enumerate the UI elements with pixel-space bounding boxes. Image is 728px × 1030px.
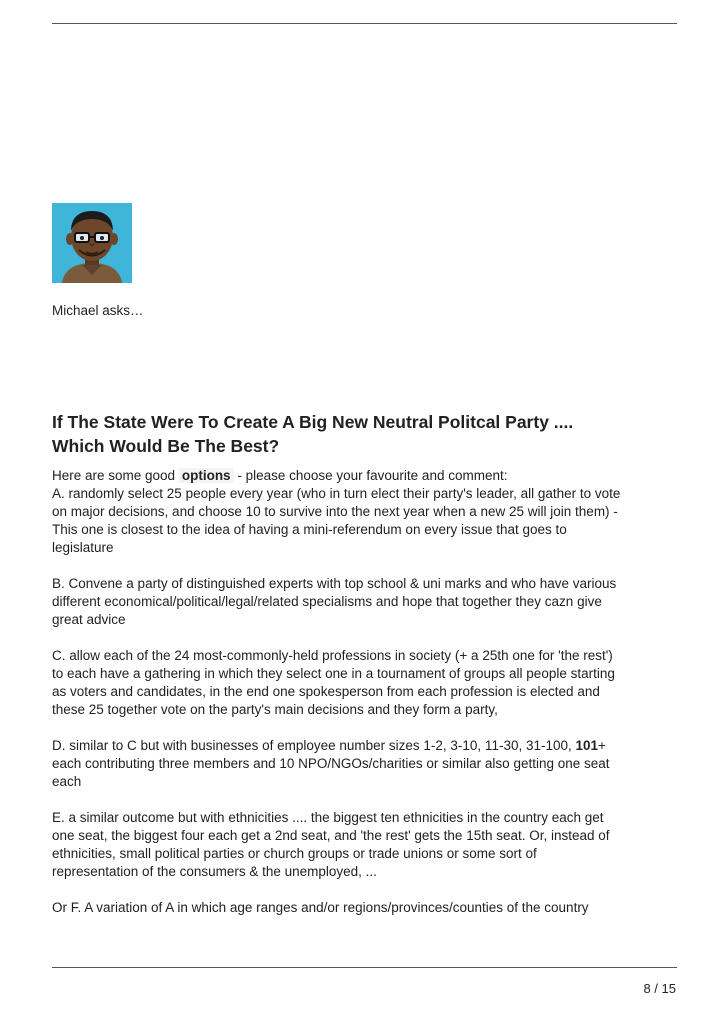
intro-text: Here are some good [52, 468, 179, 483]
option-a-line: on major decisions, and choose 10 to survive into the next year when a new 25 will join them) - [52, 504, 618, 519]
option-f-paragraph [52, 899, 682, 917]
option-d-text: D. similar to C but with businesses of employee number sizes 1-2, 3-10, 11-30, 31-100, [52, 738, 576, 753]
option-d-text: + [598, 738, 606, 753]
page-number: 8 / 15 [643, 981, 676, 996]
option-d-line [52, 737, 682, 755]
option-a-paragraph [52, 485, 682, 557]
option-c-line: these 25 together vote on the party's main decisions and they form a party, [52, 702, 498, 717]
option-c-paragraph [52, 647, 682, 719]
question-title [52, 410, 682, 458]
question-title-line: Which Would Be The Best? [52, 436, 280, 456]
option-a-line: This one is closest to the idea of having a mini-referendum on every issue that goes to [52, 522, 567, 537]
option-b-line: great advice [52, 612, 126, 627]
intro-text: - please choose your favourite and comment: [233, 468, 508, 483]
option-f-line: Or F. A variation of A in which age ranges and/or regions/provinces/counties of the country [52, 900, 589, 915]
option-e-line: one seat, the biggest four each get a 2nd seat, and 'the rest' gets the 15th seat. Or, instead of [52, 828, 610, 843]
intro-paragraph [52, 467, 682, 485]
footer-rule [52, 967, 677, 968]
option-e-line: E. a similar outcome but with ethnicities .... the biggest ten ethnicities in the country each get [52, 810, 604, 825]
option-e-line: representation of the consumers & the unemployed, ... [52, 864, 377, 879]
avatar-icon [52, 203, 132, 283]
question-title-line: If The State Were To Create A Big New Neutral Politcal Party .... [52, 412, 574, 432]
option-c-line: C. allow each of the 24 most-commonly-held professions in society (+ a 25th one for 'the rest') [52, 648, 613, 663]
option-a-line: legislature [52, 540, 114, 555]
option-b-line: B. Convene a party of distinguished experts with top school & uni marks and who have various [52, 576, 617, 591]
option-e-line: ethnicities, small political parties or church groups or trade unions or some sort of [52, 846, 537, 861]
option-c-line: to each have a gathering in which they select one in a tournament of groups all people starting [52, 666, 615, 681]
option-d-paragraph [52, 737, 682, 791]
option-d-bold-text: 101 [575, 738, 599, 753]
option-d-line: each [52, 774, 82, 789]
option-b-line: different economical/political/legal/related specialisms and hope that together they cazn give [52, 594, 602, 609]
options-link[interactable]: options [179, 468, 234, 483]
option-c-line: as voters and candidates, in the end one spokesperson from each profession is elected and [52, 684, 600, 699]
option-b-paragraph [52, 575, 682, 629]
question-body [52, 467, 682, 917]
asker-label: Michael asks… [52, 303, 144, 318]
option-d-line: each contributing three members and 10 NPO/NGOs/charities or similar also getting one seat [52, 756, 610, 771]
header-rule [52, 23, 677, 24]
option-e-paragraph [52, 809, 682, 881]
option-a-line: A. randomly select 25 people every year (who in turn elect their party's leader, all gather to vote [52, 486, 621, 501]
intro-line [52, 467, 682, 485]
